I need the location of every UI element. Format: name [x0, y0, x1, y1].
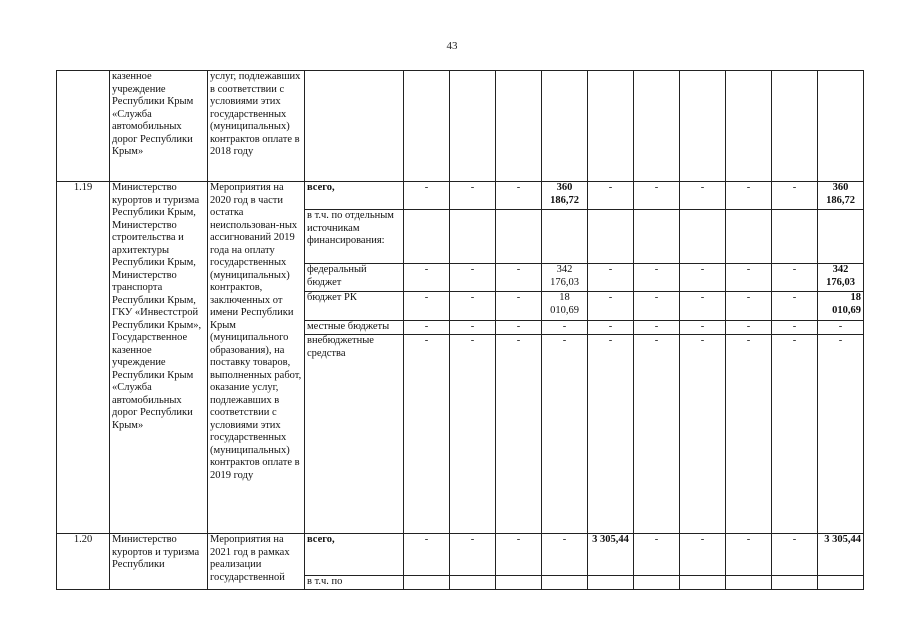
dash-cell: -: [496, 182, 542, 210]
dash-cell: -: [404, 292, 450, 321]
dash-cell: -: [818, 321, 864, 335]
dash-cell: -: [680, 292, 726, 321]
dash-cell: -: [818, 335, 864, 534]
dash-cell: -: [542, 534, 588, 576]
dash-cell: -: [496, 335, 542, 534]
dash-cell: -: [772, 335, 818, 534]
dash-cell: -: [680, 335, 726, 534]
dash-cell: -: [680, 182, 726, 210]
executor-cell: Министерство курортов и туризма Республики Крым, Министерство строительства и архитектуры Республики Крым, Министерство транспорта Республики Крым, ГКУ «Инвестстрой Республики Крым», Государственное казенное учреждение Республики Крым «Служба автомобильных дорог Республики Крым»: [110, 182, 208, 534]
source-cell: в т.ч. по: [305, 576, 404, 590]
value-cell: 3 305,44: [588, 534, 634, 576]
table-row: [57, 534, 864, 576]
dash-cell: -: [450, 534, 496, 576]
dash-cell: -: [450, 182, 496, 210]
dash-cell: -: [726, 292, 772, 321]
activity-cell: услуг, подлежавших в соответствии с условиями этих государственных (муниципальных) контрактов оплате в 2018 году: [208, 71, 305, 182]
row-number: 1.20: [57, 534, 110, 590]
dash-cell: -: [542, 335, 588, 534]
dash-cell: -: [726, 335, 772, 534]
dash-cell: -: [588, 321, 634, 335]
dash-cell: -: [726, 534, 772, 576]
dash-cell: -: [634, 335, 680, 534]
dash-cell: -: [634, 321, 680, 335]
value-cell: 18 010,69: [542, 292, 588, 321]
dash-cell: -: [634, 182, 680, 210]
source-cell: всего,: [305, 182, 404, 210]
dash-cell: -: [404, 335, 450, 534]
dash-cell: -: [680, 534, 726, 576]
dash-cell: -: [680, 321, 726, 335]
budget-table: [56, 70, 864, 590]
dash-cell: -: [772, 292, 818, 321]
dash-cell: -: [726, 321, 772, 335]
dash-cell: -: [588, 335, 634, 534]
total-cell: 3 305,44: [818, 534, 864, 576]
source-cell: в т.ч. по отдельным источникам финансирования:: [305, 210, 404, 264]
row-number: 1.19: [57, 182, 110, 534]
executor-cell: казенное учреждение Республики Крым «Служба автомобильных дорог Республики Крым»: [110, 71, 208, 182]
table-row: [57, 182, 864, 210]
source-cell: всего,: [305, 534, 404, 576]
value-cell: 360 186,72: [542, 182, 588, 210]
activity-cell: Мероприятия на 2021 год в рамках реализации государственной: [208, 534, 305, 590]
executor-cell: Министерство курортов и туризма Республики: [110, 534, 208, 590]
source-cell: внебюджетные средства: [305, 335, 404, 534]
source-cell: бюджет РК: [305, 292, 404, 321]
dash-cell: -: [772, 264, 818, 292]
total-cell: 360 186,72: [818, 182, 864, 210]
dash-cell: -: [588, 182, 634, 210]
dash-cell: -: [450, 292, 496, 321]
dash-cell: -: [772, 321, 818, 335]
dash-cell: -: [726, 182, 772, 210]
dash-cell: -: [404, 264, 450, 292]
dash-cell: -: [496, 321, 542, 335]
dash-cell: -: [404, 534, 450, 576]
page-number: 43: [446, 40, 458, 52]
total-cell: 18 010,69: [818, 292, 864, 321]
dash-cell: -: [404, 321, 450, 335]
dash-cell: -: [634, 264, 680, 292]
dash-cell: -: [726, 264, 772, 292]
dash-cell: -: [404, 182, 450, 210]
dash-cell: -: [496, 534, 542, 576]
dash-cell: -: [772, 182, 818, 210]
source-cell: [305, 71, 404, 182]
value-cell: 342 176,03: [542, 264, 588, 292]
source-cell: федеральный бюджет: [305, 264, 404, 292]
row-number: [57, 71, 110, 182]
table-row: [57, 71, 864, 182]
activity-cell: Мероприятия на 2020 год в части остатка неиспользован-ных ассигнований 2019 года на оплату государственных (муниципальных) контрактов, заключенных от имени Республики Крым (муниципального образования), на поставку товаров, выполненных работ, оказание услуг, подлежавших в соответствии с условиями этих государственных (муниципальных) контрактов оплате в 2019 году: [208, 182, 305, 534]
dash-cell: -: [542, 321, 588, 335]
dash-cell: -: [496, 264, 542, 292]
dash-cell: -: [772, 534, 818, 576]
dash-cell: -: [634, 534, 680, 576]
total-cell: 342 176,03: [818, 264, 864, 292]
dash-cell: -: [588, 264, 634, 292]
dash-cell: -: [496, 292, 542, 321]
dash-cell: -: [450, 335, 496, 534]
dash-cell: -: [588, 292, 634, 321]
dash-cell: -: [634, 292, 680, 321]
dash-cell: -: [450, 321, 496, 335]
dash-cell: -: [450, 264, 496, 292]
dash-cell: -: [680, 264, 726, 292]
source-cell: местные бюджеты: [305, 321, 404, 335]
